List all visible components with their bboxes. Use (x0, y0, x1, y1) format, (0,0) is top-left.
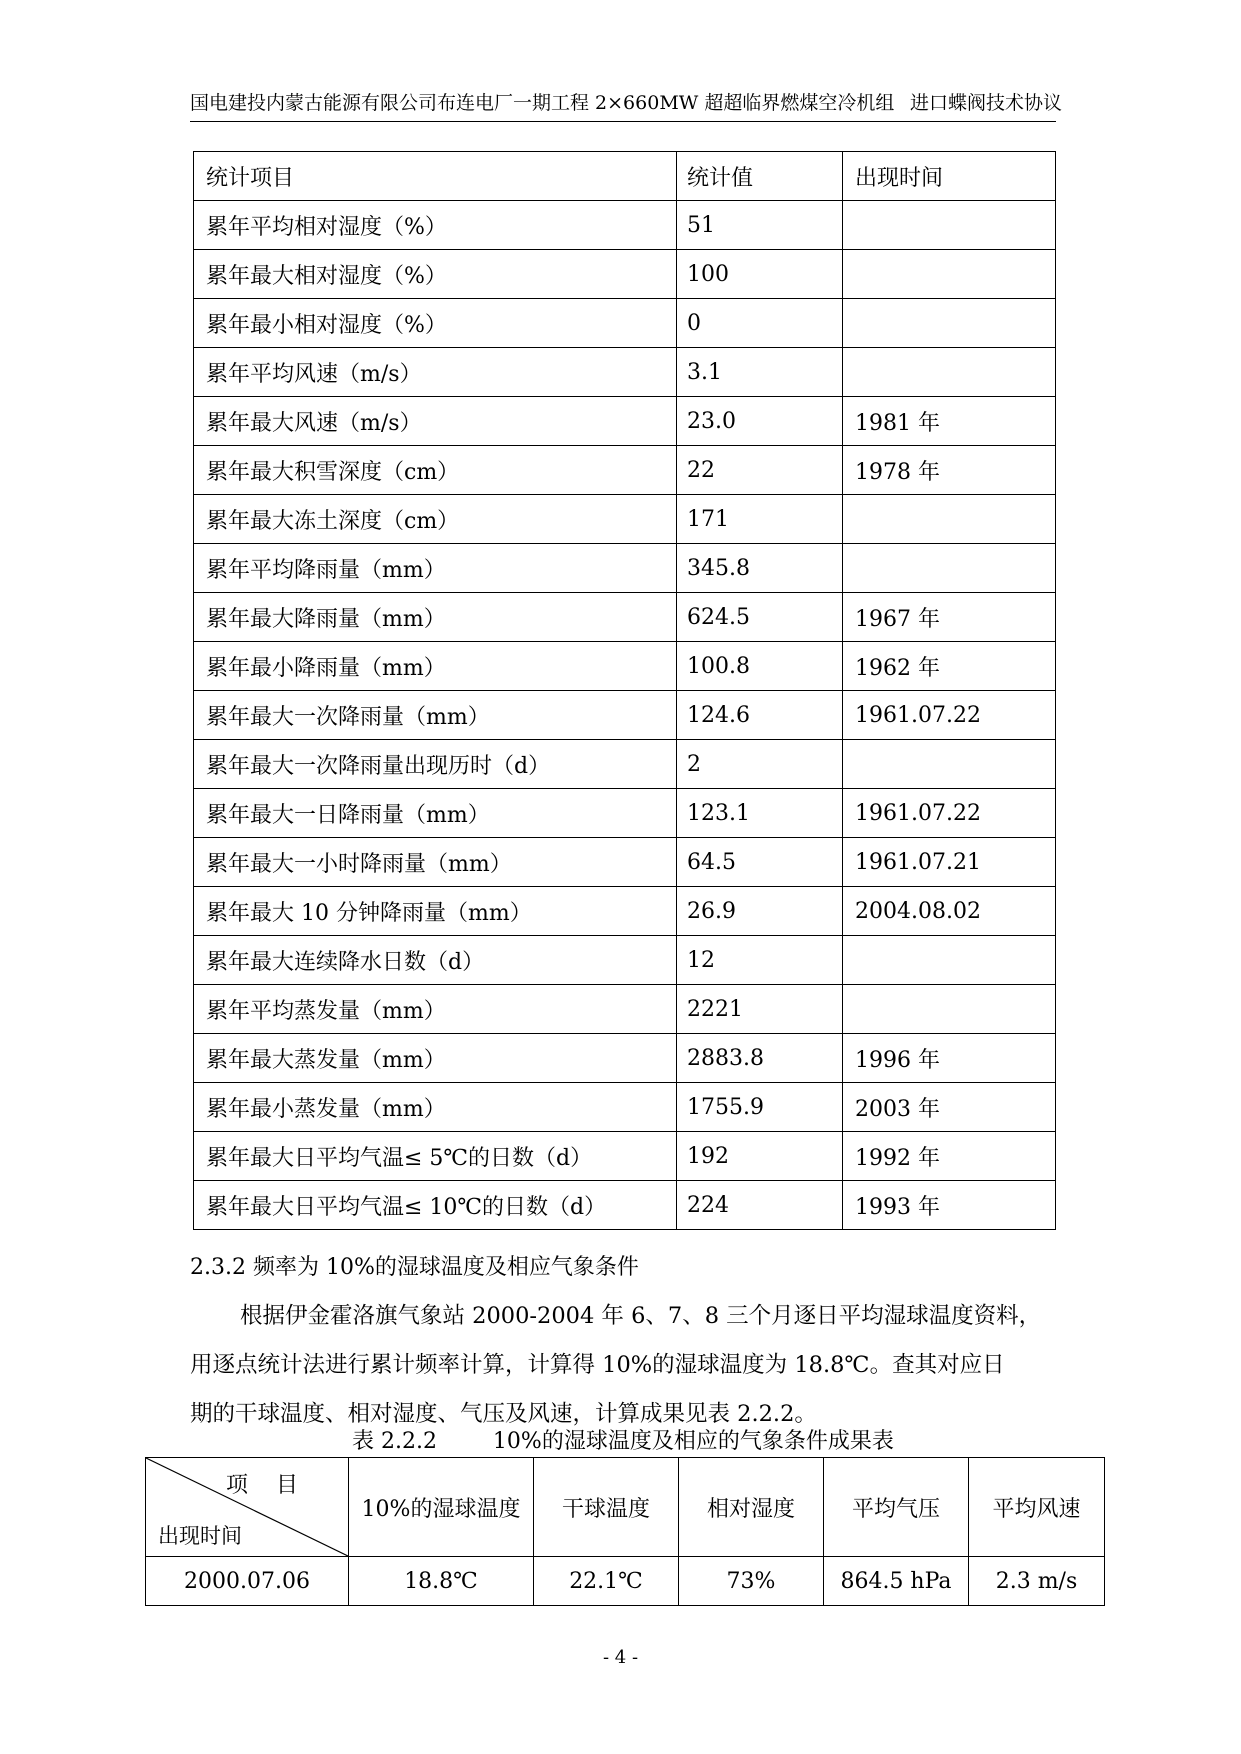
table-cell: 123.1 (677, 789, 843, 838)
table-cell: 1962 年 (843, 642, 1056, 691)
table-cell: 22 (677, 446, 843, 495)
table-cell: 累年平均相对湿度（%） (194, 201, 677, 250)
table-cell: 26.9 (677, 887, 843, 936)
header-title: 国电建投内蒙古能源有限公司布连电厂一期工程 2×660MW 超超临界燃煤空冷机组 (190, 92, 895, 114)
table-row (194, 838, 1056, 887)
table-row (194, 348, 1056, 397)
table-cell: 累年最大日平均气温≤ 10℃的日数（d） (194, 1181, 677, 1230)
table-cell: 累年最大一日降雨量（mm） (194, 789, 677, 838)
table-cell: 1978 年 (843, 446, 1056, 495)
table-cell (843, 299, 1056, 348)
table-cell: 2.3 m/s (969, 1557, 1105, 1606)
table-header-row (194, 152, 1056, 201)
header-rule (190, 121, 1056, 122)
table-row (194, 1132, 1056, 1181)
table-cell: 1981 年 (843, 397, 1056, 446)
table-cell: 2003 年 (843, 1083, 1056, 1132)
table-cell: 累年平均风速（m/s） (194, 348, 677, 397)
table-cell: 累年最小降雨量（mm） (194, 642, 677, 691)
table-cell (843, 936, 1056, 985)
column-header: 干球温度 (534, 1458, 679, 1557)
table-cell: 累年最大相对湿度（%） (194, 250, 677, 299)
table-row (194, 691, 1056, 740)
column-header: 平均气压 (824, 1458, 969, 1557)
table-cell: 100 (677, 250, 843, 299)
table-cell: 100.8 (677, 642, 843, 691)
table-cell (843, 348, 1056, 397)
table-cell: 累年最大降雨量（mm） (194, 593, 677, 642)
table-cell: 64.5 (677, 838, 843, 887)
table-cell (843, 201, 1056, 250)
table-row (194, 250, 1056, 299)
table-cell (843, 495, 1056, 544)
page-number: - 4 - (602, 1647, 639, 1668)
table-cell (843, 740, 1056, 789)
table-cell: 1967 年 (843, 593, 1056, 642)
table-row (194, 1083, 1056, 1132)
table-row (194, 740, 1056, 789)
table-cell: 累年最大一小时降雨量（mm） (194, 838, 677, 887)
table-cell: 192 (677, 1132, 843, 1181)
table-cell: 51 (677, 201, 843, 250)
table-cell: 累年最大一次降雨量出现历时（d） (194, 740, 677, 789)
header-subtitle: 进口蝶阀技术协议 (910, 92, 1063, 114)
table-cell: 22.1℃ (534, 1557, 679, 1606)
wet-bulb-result-table (145, 1457, 1105, 1606)
table-row (194, 985, 1056, 1034)
table-cell: 1961.07.22 (843, 691, 1056, 740)
table-cell: 2 (677, 740, 843, 789)
table-row (194, 789, 1056, 838)
table-cell: 累年最大一次降雨量（mm） (194, 691, 677, 740)
paragraph-line: 根据伊金霍洛旗气象站 2000-2004 年 6、7、8 三个月逐日平均湿球温度资料， (240, 1303, 1042, 1329)
page-header (190, 88, 1063, 115)
table-cell: 1961.07.21 (843, 838, 1056, 887)
table-caption: 表 2.2.2 10%的湿球温度及相应的气象条件成果表 (352, 1429, 894, 1454)
table-cell: 累年最小蒸发量（mm） (194, 1083, 677, 1132)
corner-top-label: 项 目 (226, 1473, 298, 1498)
table-cell: 累年平均降雨量（mm） (194, 544, 677, 593)
table-row (194, 495, 1056, 544)
table-cell: 18.8℃ (349, 1557, 534, 1606)
section-heading: 2.3.2 频率为 10%的湿球温度及相应气象条件 (190, 1255, 639, 1280)
table-cell: 累年最大 10 分钟降雨量（mm） (194, 887, 677, 936)
column-header: 10%的湿球温度 (349, 1458, 534, 1557)
paragraph-line: 用逐点统计法进行累计频率计算，计算得 10%的湿球温度为 18.8℃。查其对应日 (190, 1352, 1005, 1378)
table-cell: 1755.9 (677, 1083, 843, 1132)
table-cell: 345.8 (677, 544, 843, 593)
column-header: 统计值 (677, 152, 843, 201)
table-row (194, 1181, 1056, 1230)
table-cell: 1996 年 (843, 1034, 1056, 1083)
climate-statistics-table (193, 151, 1056, 1230)
column-header: 统计项目 (194, 152, 677, 201)
table-cell (843, 985, 1056, 1034)
table-row (194, 544, 1056, 593)
table-cell: 73% (679, 1557, 824, 1606)
table-cell: 3.1 (677, 348, 843, 397)
table-cell (843, 544, 1056, 593)
table-cell: 累年最大连续降水日数（d） (194, 936, 677, 985)
paragraph-line: 期的干球温度、相对湿度、气压及风速，计算成果见表 2.2.2。 (190, 1401, 817, 1427)
table-row (194, 887, 1056, 936)
corner-bottom-label: 出现时间 (158, 1524, 242, 1548)
column-header: 出现时间 (843, 152, 1056, 201)
column-header: 平均风速 (969, 1458, 1105, 1557)
table-cell: 624.5 (677, 593, 843, 642)
table-cell: 0 (677, 299, 843, 348)
table-row (194, 446, 1056, 495)
table-row (194, 593, 1056, 642)
table-row (194, 936, 1056, 985)
table-cell: 累年平均蒸发量（mm） (194, 985, 677, 1034)
table-row (194, 642, 1056, 691)
table-cell: 124.6 (677, 691, 843, 740)
table-cell (843, 250, 1056, 299)
table-cell: 2000.07.06 (146, 1557, 349, 1606)
table-cell: 累年最大积雪深度（cm） (194, 446, 677, 495)
table-cell: 累年最大日平均气温≤ 5℃的日数（d） (194, 1132, 677, 1181)
table-row (194, 397, 1056, 446)
table-cell: 12 (677, 936, 843, 985)
table-cell: 累年最小相对湿度（%） (194, 299, 677, 348)
table-cell: 累年最大风速（m/s） (194, 397, 677, 446)
table-row (194, 1034, 1056, 1083)
table-header-row (146, 1458, 1105, 1557)
table-cell: 累年最大蒸发量（mm） (194, 1034, 677, 1083)
table-cell: 1961.07.22 (843, 789, 1056, 838)
table-cell: 864.5 hPa (824, 1557, 969, 1606)
table-cell: 1993 年 (843, 1181, 1056, 1230)
corner-header-cell (146, 1458, 349, 1557)
table-row (194, 201, 1056, 250)
table-row (194, 299, 1056, 348)
column-header: 相对湿度 (679, 1458, 824, 1557)
table-row (146, 1557, 1105, 1606)
table-cell: 累年最大冻土深度（cm） (194, 495, 677, 544)
table-cell: 23.0 (677, 397, 843, 446)
table-cell: 171 (677, 495, 843, 544)
table-cell: 2004.08.02 (843, 887, 1056, 936)
table-cell: 224 (677, 1181, 843, 1230)
table-cell: 2883.8 (677, 1034, 843, 1083)
table-cell: 1992 年 (843, 1132, 1056, 1181)
table-cell: 2221 (677, 985, 843, 1034)
